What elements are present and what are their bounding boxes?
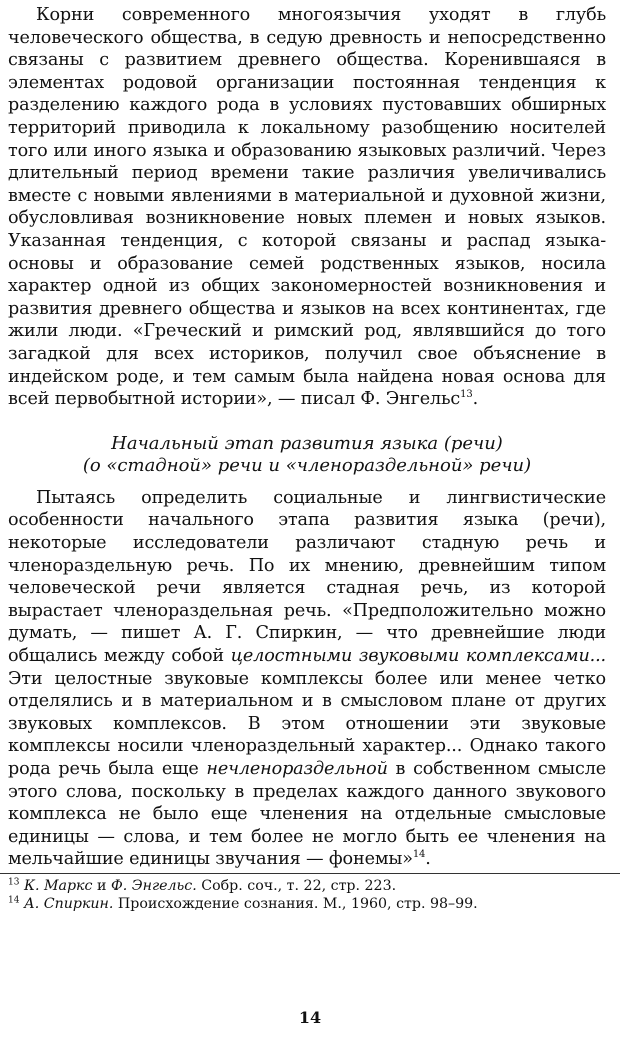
footnote-13-joiner: и <box>92 877 111 894</box>
paragraph-2-italic-2: нечленораздельной <box>206 759 388 779</box>
footnote-divider <box>0 873 620 874</box>
section-heading-line-2: (о «стадной» речи и «членораздельной» речи) <box>82 455 532 477</box>
footnote-13-text: Собр. соч., т. 22, стр. 223. <box>196 877 397 894</box>
footnote-13-number: 13 <box>8 877 20 888</box>
footnote-ref-14: 14 <box>412 849 426 861</box>
footnote-ref-13: 13 <box>460 389 473 401</box>
footnote-13-author-2: Ф. Энгельс. <box>110 877 197 894</box>
footnote-13-author: К. Маркс <box>23 877 93 894</box>
footnote-14-text: Происхождение сознания. М., 1960, стр. 98–99. <box>113 895 478 912</box>
footnote-14 <box>8 895 606 913</box>
paragraph-2: Пытаясь определить социальные и лингвистические особенности начального этапа развития языка (речи), некоторые исследователи различают стадную речь и членораздельную речь. По их мнению, древнейшим типом человеческой речи является стадная речь, из которой вырастает членораздельная речь. «Предположительно можно думать, — пишет А. Г. Спиркин, — что древнейшие люди общались между собой целостными звуковыми комплексами... Эти целостные звуковые комплексы более или менее четко отделялись и в материальном и в смысловом плане от других звуковых комплексов. В этом отношении эти звуковые комплексы носили членораздельный характер... Однако такого рода речь была еще нечленораздельной в собственном смысле этого слова, поскольку в пределах каждого данного звукового комплекса не было еще членения на отдельные смысловые единицы — слова, и тем более не могло быть ее членения на мельчайшие единицы звучания — фонемы»$^{14}$. <box>8 487 606 870</box>
paragraph-2-part-2: Эти целостные звуковые комплексы более или менее четко отделялись и в материальном и в смысловом плане от других звуковых комплексов. В этом отношении эти звуковые комплексы носили членораздельный характер... Однако такого рода речь была еще <box>8 668 606 779</box>
page-number: 14 <box>298 1008 322 1027</box>
footnotes <box>8 877 606 913</box>
paragraph-1-text: Корни современного многоязычия уходят в глубь человеческого общества, в седую древность и непосредственно связаны с развитием древнего общества. Коренившаяся в элементах родовой организации постоянная тенденция к разделению каждого рода в условиях пустовавших обширных территорий приводила к локальному разобщению носителей того или иного языка и образованию языковых различий. Через длительный период времени такие различия увеличивались вместе с новыми явлениями в материальной и духовной жизни, обусловливая возникновение новых племен и новых языков. Указанная тенденция, с которой связаны и распад языка-основы и образование семей родственных языков, носила характер одной из общих закономерностей возникновения и развития древнего общества и языков на всех континентах, где жили люди. «Греческий и римский род, являвшийся до того загадкой для всех историков, получил свое объяснение в индейском роде, и тем самым была найдена новая основа для всей первобытной истории», — писал Ф. Энгельс <box>8 5 606 410</box>
paragraph-2-italic-1: целостными звуковыми комплексами... <box>230 646 606 667</box>
paragraph-2-part-3: в собственном смысле этого слова, поскольку в пределах каждого данного звукового комплекса не было еще членения на отдельные смысловые единицы — слова, и тем более не могло быть ее членения на мельчайшие единицы звучания — фонемы» <box>8 759 606 870</box>
section-heading <box>8 433 606 478</box>
footnote-14-number: 14 <box>8 895 20 906</box>
footnote-14-author: А. Спиркин. <box>23 895 114 912</box>
paragraph-1: Корни современного многоязычия уходят в глубь человеческого общества, в седую древность и непосредственно связаны с развитием древнего общества. Коренившаяся в элементах родовой организации постоянная тенденция к разделению каждого рода в условиях пустовавших обширных территорий приводила к локальному разобщению носителей того или иного языка и образованию языковых различий. Через длительный период времени такие различия увеличивались вместе с новыми явлениями в материальной и духовной жизни, обусловливая возникновение новых племен и новых языков. Указанная тенденция, с которой связаны и распад языка-основы и образование семей родственных языков, носила характер одной из общих закономерностей возникновения и развития древнего общества и языков на всех континентах, где жили люди. «Греческий и римский род, являвшийся до того загадкой для всех историков, получил свое объяснение в индейском роде, и тем самым была найдена новая основа для всей первобытной истории», — писал Ф. Энгельс$^{13}$. <box>8 5 606 410</box>
section-heading-line-1: Начальный этап развития языка (речи) <box>111 432 503 454</box>
footnote-13 <box>8 877 606 895</box>
paragraph-2-part-1: Пытаясь определить социальные и лингвистические особенности начального этапа развития языка (речи), некоторые исследователи различают стадную речь и членораздельную речь. По их мнению, древнейшим типом человеческой речи является стадная речь, из которой вырастает членораздельная речь. «Предположительно можно думать, — пишет А. Г. Спиркин, — что древнейшие люди общались между собой <box>8 487 606 667</box>
